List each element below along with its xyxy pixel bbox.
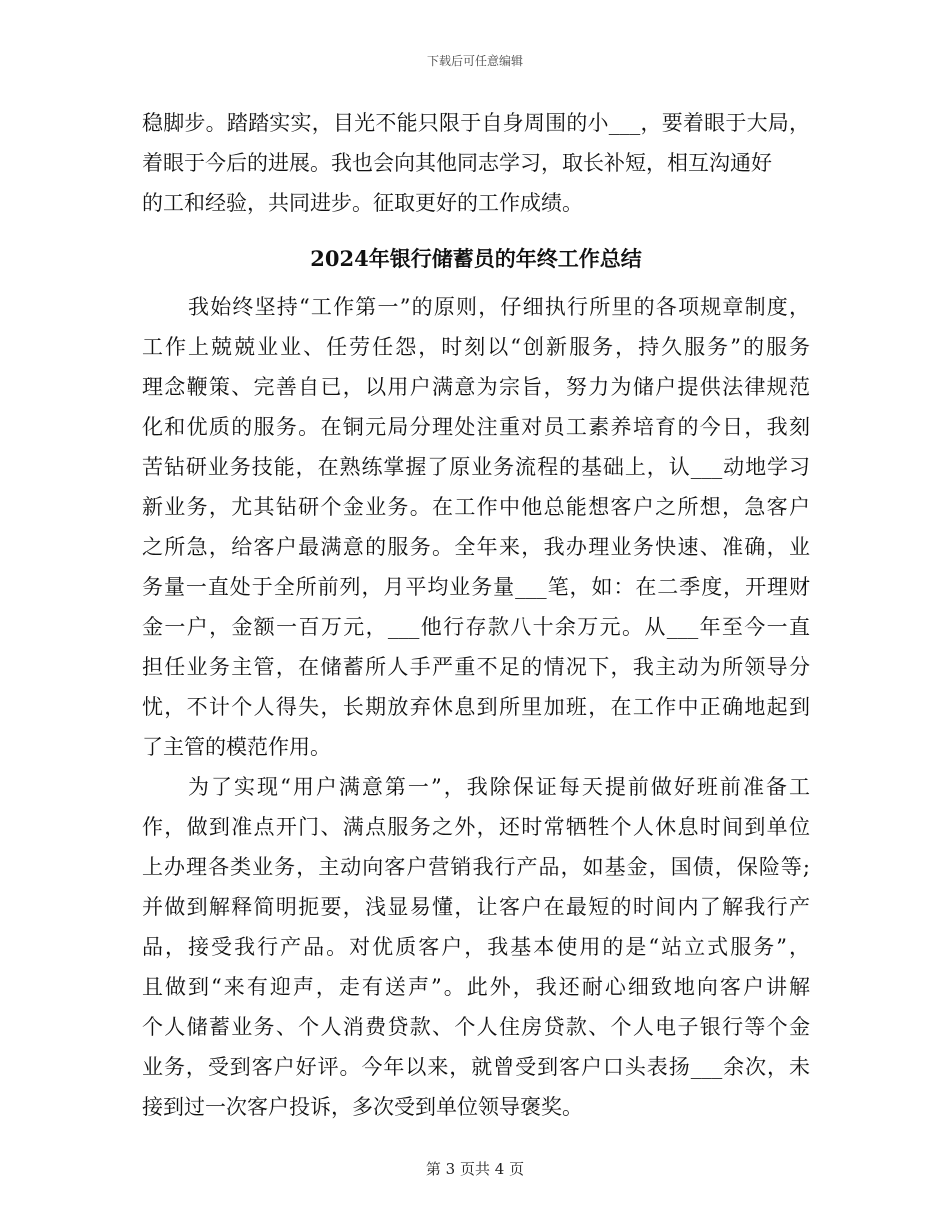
intro-line: 的工和经验，共同进步。征取更好的工作成绩。 [142,191,583,215]
paragraph-line: 了主管的模范作用。 [142,735,331,759]
paragraph-line: 新业务，尤其钻研个金业务。在工作中他总能想客户之所想，急客户 [142,495,810,519]
page-header: 下载后可任意编辑 [426,54,523,68]
paragraph-line: 业务，受到客户好评。今年以来，就曾受到客户口头表扬___余次，未 [142,1055,810,1079]
paragraph-line: 苦钻研业务技能，在熟练掌握了原业务流程的基础上，认___动地学习 [142,455,810,479]
paragraph-line: 并做到解释简明扼要，浅显易懂，让客户在最短的时间内了解我行产 [142,895,810,919]
paragraph-line: 之所急，给客户最满意的服务。全年来，我办理业务快速、准确，业 [142,535,810,559]
paragraph-line: 品，接受我行产品。对优质客户，我基本使用的是“站立式服务”， [142,935,810,959]
section-title: 2024年银行储蓄员的年终工作总结 [310,246,642,271]
paragraph-line: 化和优质的服务。在铜元局分理处注重对员工素养培育的今日，我刻 [142,415,810,439]
paragraph-line: 务量一直处于全所前列，月平均业务量___笔，如：在二季度，开理财 [142,575,810,599]
page-footer: 第 3 页共 4 页 [425,1160,525,1178]
paragraph-line: 接到过一次客户投诉，多次受到单位领导褒奖。 [142,1095,583,1119]
paragraph-line: 忧，不计个人得失，长期放弃休息到所里加班，在工作中正确地起到 [142,695,810,719]
paragraph-line: 理念鞭策、完善自已，以用户满意为宗旨，努力为储户提供法律规范 [142,375,810,399]
paragraph-line: 个人储蓄业务、个人消费贷款、个人住房贷款、个人电子银行等个金 [142,1015,810,1039]
intro-line: 稳脚步。踏踏实实，目光不能只限于自身周围的小___，要着眼于大局， [142,111,810,135]
paragraph-line: 我始终坚持“工作第一”的原则，仔细执行所里的各项规章制度， [188,295,810,319]
paragraph-line: 为了实现“用户满意第一”，我除保证每天提前做好班前准备工 [188,775,810,799]
document-body [142,103,810,1127]
paragraph-line: 作，做到准点开门、满点服务之外，还时常牺牲个人休息时间到单位 [142,815,810,839]
paragraph-line: 工作上兢兢业业、任劳任怨，时刻以“创新服务，持久服务”的服务 [142,335,810,359]
paragraph-line: 担任业务主管，在储蓄所人手严重不足的情况下，我主动为所领导分 [142,655,810,679]
paragraph-line: 且做到“来有迎声，走有送声”。此外，我还耐心细致地向客户讲解 [142,975,810,999]
intro-line: 着眼于今后的进展。我也会向其他同志学习，取长补短，相互沟通好 [142,151,772,175]
paragraph-line: 金一户，金额一百万元，___他行存款八十余万元。从___年至今一直 [142,615,810,639]
paragraph-line: 上办理各类业务，主动向客户营销我行产品，如基金，国债，保险等; [142,855,810,879]
